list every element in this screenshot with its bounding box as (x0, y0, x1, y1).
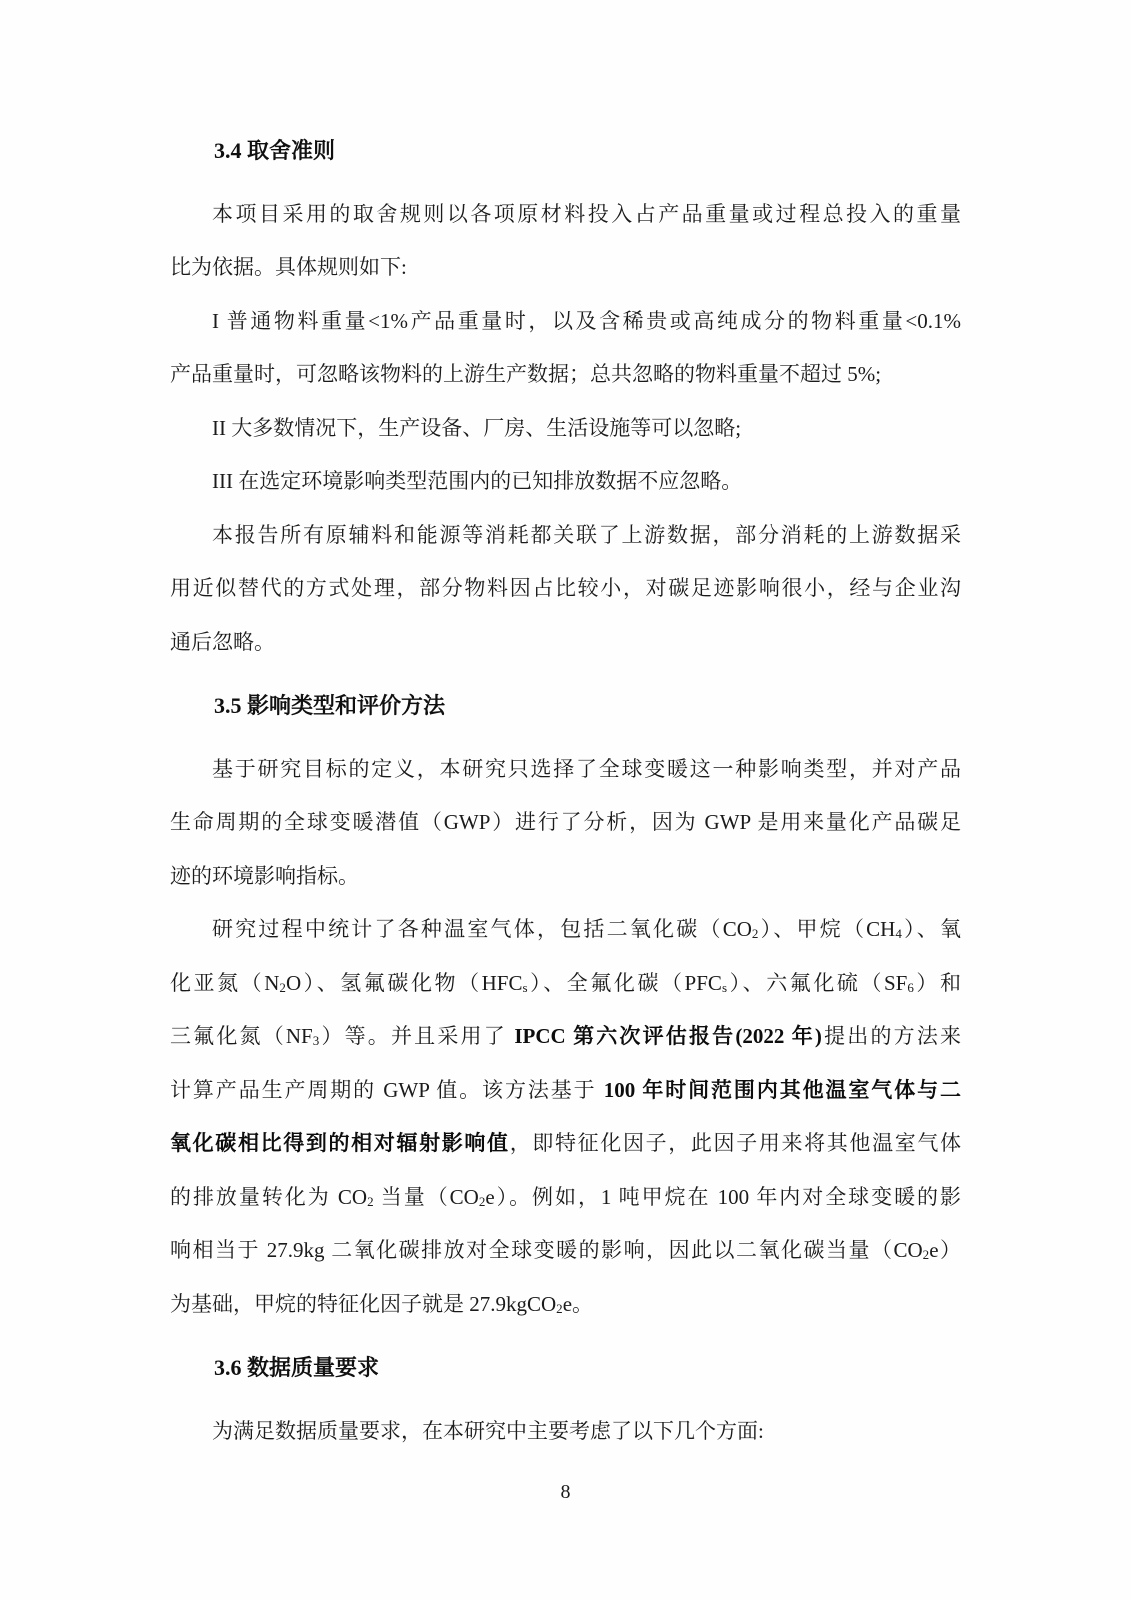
text-run: ）、甲烷（CH (758, 917, 896, 941)
text-line (170, 796, 961, 850)
section-heading (170, 1341, 961, 1395)
text-run: 产品重量时，可忽略该物料的上游生产数据；总共忽略的物料重量不超过 5%; (170, 362, 882, 386)
paragraph (170, 1405, 961, 1459)
paragraph (170, 188, 961, 295)
text-line (170, 1010, 961, 1064)
text-run: ）等。并且采用了 (319, 1024, 515, 1048)
paragraph (170, 295, 961, 402)
subscript-run: 2 (556, 1300, 563, 1316)
section-heading (170, 124, 961, 178)
text-line (170, 241, 961, 295)
subscript-run: 2 (751, 926, 759, 942)
subscript-run: s (721, 979, 728, 995)
text-run: 化亚氮（N (170, 970, 280, 995)
document-body (170, 124, 961, 1458)
bold-run: 氧化碳相比得到的相对辐射影响值 (170, 1131, 510, 1155)
text-run: 比为依据。具体规则如下: (170, 255, 407, 279)
text-run: e）。例如，1 吨甲烷在 100 年内对全球变暖的影 (485, 1184, 961, 1209)
text-run: e） (929, 1238, 961, 1262)
text-run: 本报告所有原辅料和能源等消耗都关联了上游数据，部分消耗的上游数据采 (212, 522, 961, 547)
text-run: I 普通物料重量<1%产品重量时，以及含稀贵或高纯成分的物料重量<0.1% (212, 308, 961, 333)
text-run: 三氟化氮（NF (170, 1024, 313, 1048)
subscript-run: 3 (312, 1033, 320, 1049)
paragraph (170, 402, 961, 456)
text-line (170, 455, 961, 509)
paragraph (170, 903, 961, 1331)
text-line (170, 957, 961, 1011)
text-line (170, 850, 961, 904)
text-line (170, 509, 961, 563)
text-run: 研究过程中统计了各种温室气体，包括二氧化碳（CO (212, 917, 752, 941)
subscript-run: 2 (922, 1247, 930, 1263)
subscript-run: s (522, 979, 528, 995)
text-line (170, 402, 961, 456)
page-footer (0, 1466, 1131, 1520)
text-run: 3.5 影响类型和评价方法 (214, 693, 446, 718)
subscript-run: 2 (478, 1193, 486, 1209)
bold-run: IPCC 第六次评估报告(2022 年) (514, 1024, 822, 1048)
text-run: ）、全氟化碳（PFC (527, 970, 722, 995)
text-line (170, 1117, 961, 1171)
text-run: 3.6 数据质量要求 (214, 1355, 380, 1380)
text-line (170, 903, 961, 957)
text-line (170, 295, 961, 349)
text-run: ，即特征化因子，此因子用来将其他温室气体 (509, 1131, 962, 1155)
section-heading (170, 679, 961, 733)
text-run: 本项目采用的取舍规则以各项原材料投入占产品重量或过程总投入的重量 (212, 201, 961, 226)
paragraph (170, 509, 961, 670)
text-line (170, 1171, 961, 1225)
text-line (170, 1224, 961, 1278)
paragraph (170, 455, 961, 509)
subscript-run: 6 (907, 979, 914, 995)
text-run: e。 (562, 1291, 594, 1316)
text-line (214, 1341, 961, 1395)
text-run: 迹的环境影响指标。 (170, 863, 359, 888)
bold-run: 100 年时间范围内其他温室气体与二 (603, 1077, 961, 1102)
text-run: 基于研究目标的定义，本研究只选择了全球变暖这一种影响类型，并对产品 (212, 756, 961, 781)
text-run: 通后忽略。 (170, 629, 275, 654)
text-line (170, 188, 961, 242)
subscript-run: 4 (895, 926, 902, 942)
page-number: 8 (560, 1481, 571, 1503)
text-run: 计算产品生产周期的 GWP 值。该方法基于 (170, 1077, 604, 1102)
text-run: 用近似替代的方式处理，部分物料因占比较小，对碳足迹影响很小，经与企业沟 (170, 576, 961, 600)
text-line (214, 679, 961, 733)
text-run: 生命周期的全球变暖潜值（GWP）进行了分析，因为 GWP 是用来量化产品碳足 (170, 810, 961, 834)
text-line (214, 124, 961, 178)
text-run: 3.4 取舍准则 (214, 138, 336, 163)
text-run: 提出的方法来 (821, 1024, 961, 1048)
text-run: ）、氧 (901, 917, 961, 941)
text-run: ）和 (913, 970, 961, 995)
text-line (170, 743, 961, 797)
text-line (170, 616, 961, 670)
text-run: 为基础，甲烷的特征化因子就是 27.9kgCO (170, 1291, 557, 1316)
subscript-run: 2 (279, 979, 286, 995)
text-run: 为满足数据质量要求，在本研究中主要考虑了以下几个方面: (212, 1418, 764, 1443)
text-run: III 在选定环境影响类型范围内的已知排放数据不应忽略。 (212, 469, 743, 493)
text-run: 当量（CO (373, 1184, 479, 1209)
text-run: 的排放量转化为 CO (170, 1184, 368, 1209)
text-line (170, 1405, 961, 1459)
text-line (170, 1064, 961, 1118)
text-run: II 大多数情况下，生产设备、厂房、生活设施等可以忽略; (212, 415, 742, 440)
text-run: O）、氢氟碳化物（HFC (285, 970, 523, 995)
text-run: ）、六氟化硫（SF (727, 970, 908, 995)
text-line (170, 1278, 961, 1332)
text-line (170, 348, 961, 402)
paragraph (170, 743, 961, 904)
subscript-run: 2 (367, 1193, 374, 1209)
text-line (170, 562, 961, 616)
text-run: 响相当于 27.9kg 二氧化碳排放对全球变暖的影响，因此以二氧化碳当量（CO (170, 1238, 923, 1262)
